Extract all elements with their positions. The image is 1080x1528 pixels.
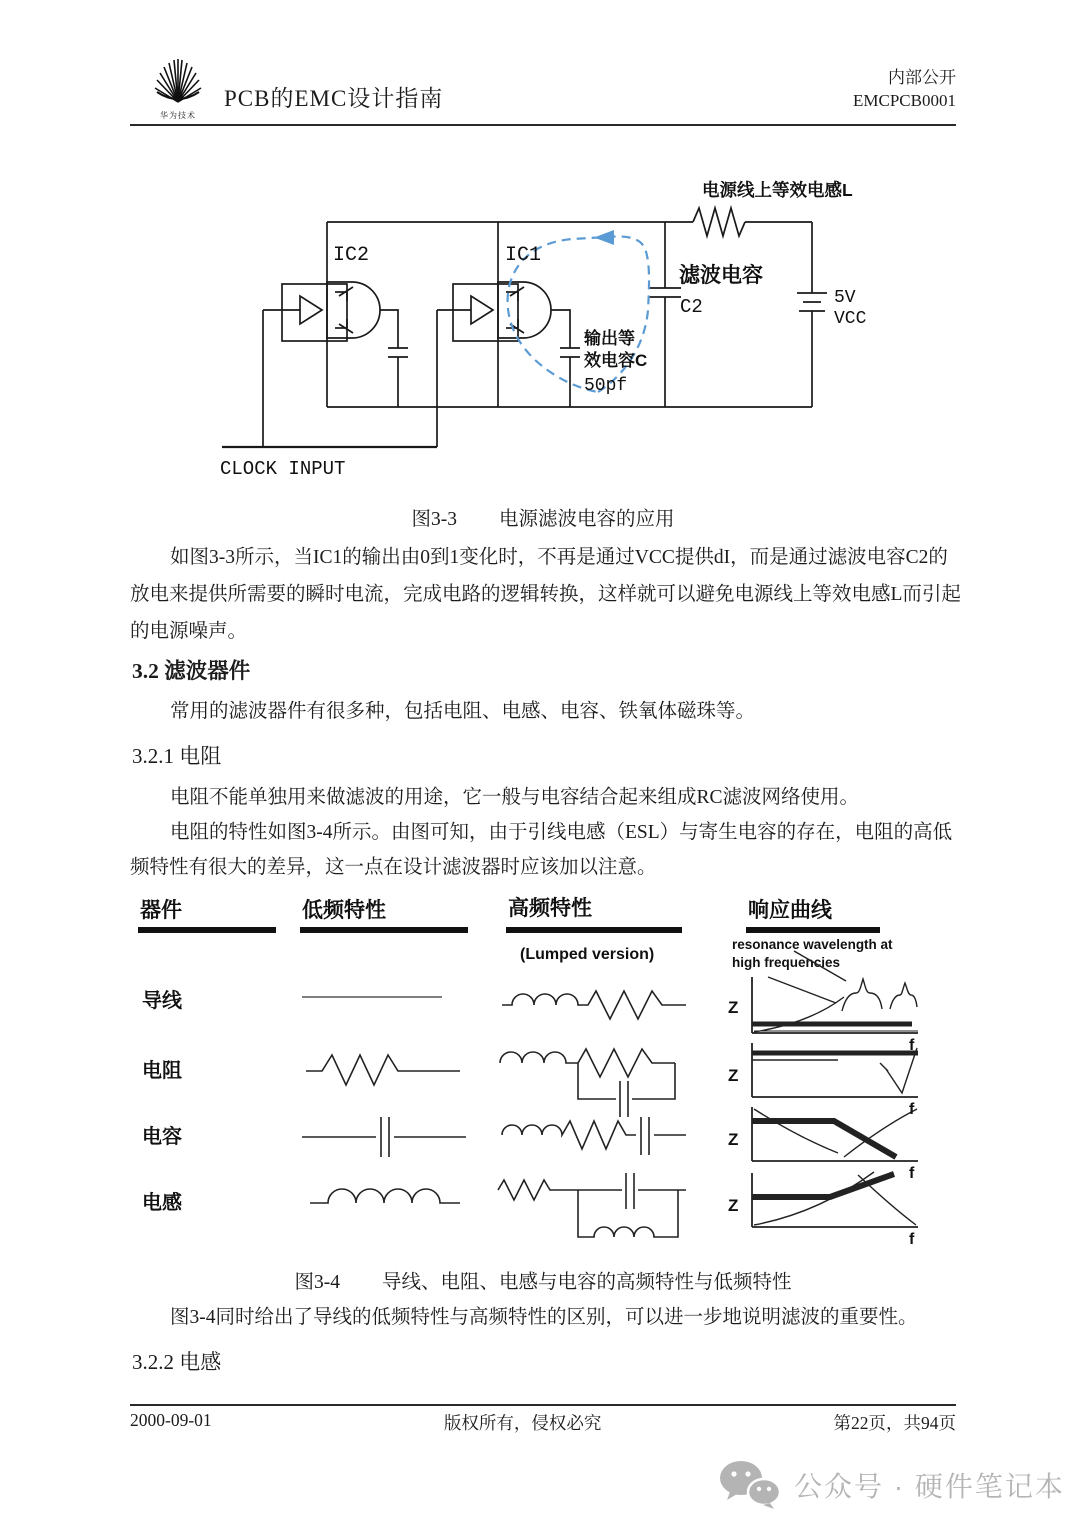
fan-logo-icon	[149, 58, 207, 108]
output-capacitor-symbol	[560, 348, 580, 357]
footer-page-number: 第22页，共94页	[833, 1413, 956, 1433]
output-cap-label-2: 效电容C	[584, 351, 648, 370]
highfreq-resistor-symbol	[500, 1049, 675, 1117]
page-title: PCB的EMC设计指南	[224, 86, 444, 111]
output-cap-value: 50pf	[584, 376, 628, 396]
supply-voltage-label: 5V	[834, 288, 856, 308]
resonance-note-1: resonance wavelength at	[732, 937, 893, 952]
wechat-icon	[718, 1460, 782, 1510]
paragraph-line: 如图3-3所示，当IC1的输出由0到1变化时，不再是通过VCC提供dI，而是通过滤波电容C2的	[170, 547, 948, 568]
ic2-label: IC2	[333, 244, 370, 267]
current-loop-arrow	[594, 230, 614, 245]
highfreq-capacitor-symbol	[502, 1117, 686, 1155]
z-axis-label: Z	[728, 1196, 739, 1215]
highfreq-wire-symbol	[502, 991, 686, 1019]
paragraph-line: 电阻不能单独用来做滤波的用途，它一般与电容结合起来组成RC滤波网络使用。	[170, 787, 860, 808]
power-line-inductor-symbol	[693, 208, 745, 236]
row-label-capacitor: 电容	[142, 1126, 182, 1148]
lowfreq-capacitor-symbol	[302, 1117, 466, 1157]
lowfreq-resistor-symbol	[306, 1055, 460, 1085]
response-panel-inductor	[752, 1172, 918, 1227]
header-right-block	[853, 66, 956, 112]
wechat-watermark	[718, 1460, 1065, 1510]
figure-3-4-caption-label: 图3-4	[294, 1272, 340, 1293]
f-axis-label: f	[909, 1165, 915, 1182]
filter-capacitor-symbol	[649, 288, 681, 297]
header-divider	[130, 124, 956, 126]
highfreq-inductor-symbol	[498, 1173, 686, 1237]
figure-3-3-caption	[130, 503, 956, 531]
footer-copyright: 版权所有，侵权必究	[443, 1413, 602, 1433]
lumped-version-note: (Lumped version)	[520, 946, 655, 963]
paragraph-line: 的电源噪声。	[130, 621, 248, 642]
col-header-response: 响应曲线	[748, 899, 832, 922]
doc-code: EMCPCB0001	[853, 91, 956, 110]
filter-cap-ref: C2	[680, 296, 703, 318]
logo-caption: 华为技术	[160, 111, 196, 120]
section-heading-3-2: 3.2 滤波器件	[132, 659, 251, 683]
col-header-lowfreq: 低频特性	[302, 899, 386, 922]
paragraph-line: 电阻的特性如图3-4所示。由图可知，由于引线电感（ESL）与寄生电容的存在，电阻的高低	[170, 822, 953, 843]
battery-symbol	[797, 293, 827, 311]
figure-3-3-circuit-diagram	[200, 160, 960, 505]
ic2-load-capacitor-symbol	[388, 348, 408, 357]
z-axis-label: Z	[728, 998, 739, 1017]
filter-cap-label: 滤波电容	[679, 264, 763, 287]
footer-date: 2000-09-01	[130, 1410, 212, 1430]
row-label-wire: 导线	[142, 990, 182, 1012]
classification-label: 内部公开	[888, 68, 956, 87]
power-line-inductor-label: 电源线上等效电感L	[702, 180, 853, 200]
footer-divider	[130, 1404, 956, 1406]
z-axis-label: Z	[728, 1066, 739, 1085]
paragraph-line: 频特性有很大的差异，这一点在设计滤波器时应该加以注意。	[130, 857, 657, 878]
col-header-highfreq: 高频特性	[508, 897, 592, 920]
output-cap-label-1: 输出等	[584, 329, 635, 348]
row-label-resistor: 电阻	[142, 1060, 182, 1082]
company-logo	[148, 58, 208, 121]
figure-3-4-caption	[130, 1266, 956, 1294]
lowfreq-inductor-symbol	[310, 1189, 460, 1203]
section-heading-3-2-1: 3.2.1 电阻	[132, 744, 222, 768]
clock-input-label: CLOCK INPUT	[220, 458, 346, 480]
resonance-note-2: high frequencies	[732, 955, 841, 970]
figure-3-3-caption-text: 电源滤波电容的应用	[498, 509, 675, 530]
section-heading-3-2-2: 3.2.2 电感	[132, 1350, 222, 1374]
f-axis-label: f	[909, 1101, 915, 1118]
section-3-2-body: 常用的滤波器件有很多种，包括电阻、电感、电容、铁氧体磁珠等。	[170, 701, 756, 722]
f-axis-label: f	[909, 1231, 915, 1248]
row-label-inductor: 电感	[142, 1192, 182, 1214]
figure-3-4-caption-text: 导线、电阻、电感与电容的高频特性与低频特性	[381, 1272, 792, 1293]
figure-3-4-characteristics-table	[130, 885, 970, 1265]
footer	[130, 1410, 956, 1435]
watermark-text: 公众号 · 硬件笔记本	[794, 1471, 1065, 1502]
supply-name-label: VCC	[834, 309, 867, 329]
ic1-label: IC1	[505, 244, 542, 267]
paragraph-line: 放电来提供所需要的瞬时电流，完成电路的逻辑转换，这样就可以避免电源线上等效电感L而引起	[130, 584, 961, 605]
response-panel-resistor	[752, 1043, 918, 1097]
f-axis-label: f	[909, 1037, 915, 1054]
paragraph-line: 图3-4同时给出了导线的低频特性与高频特性的区别，可以进一步地说明滤波的重要性。	[170, 1307, 918, 1328]
z-axis-label: Z	[728, 1130, 739, 1149]
figure-3-3-caption-label: 图3-3	[411, 509, 457, 530]
response-panel-capacitor	[752, 1107, 918, 1161]
col-header-component: 器件	[140, 899, 182, 922]
